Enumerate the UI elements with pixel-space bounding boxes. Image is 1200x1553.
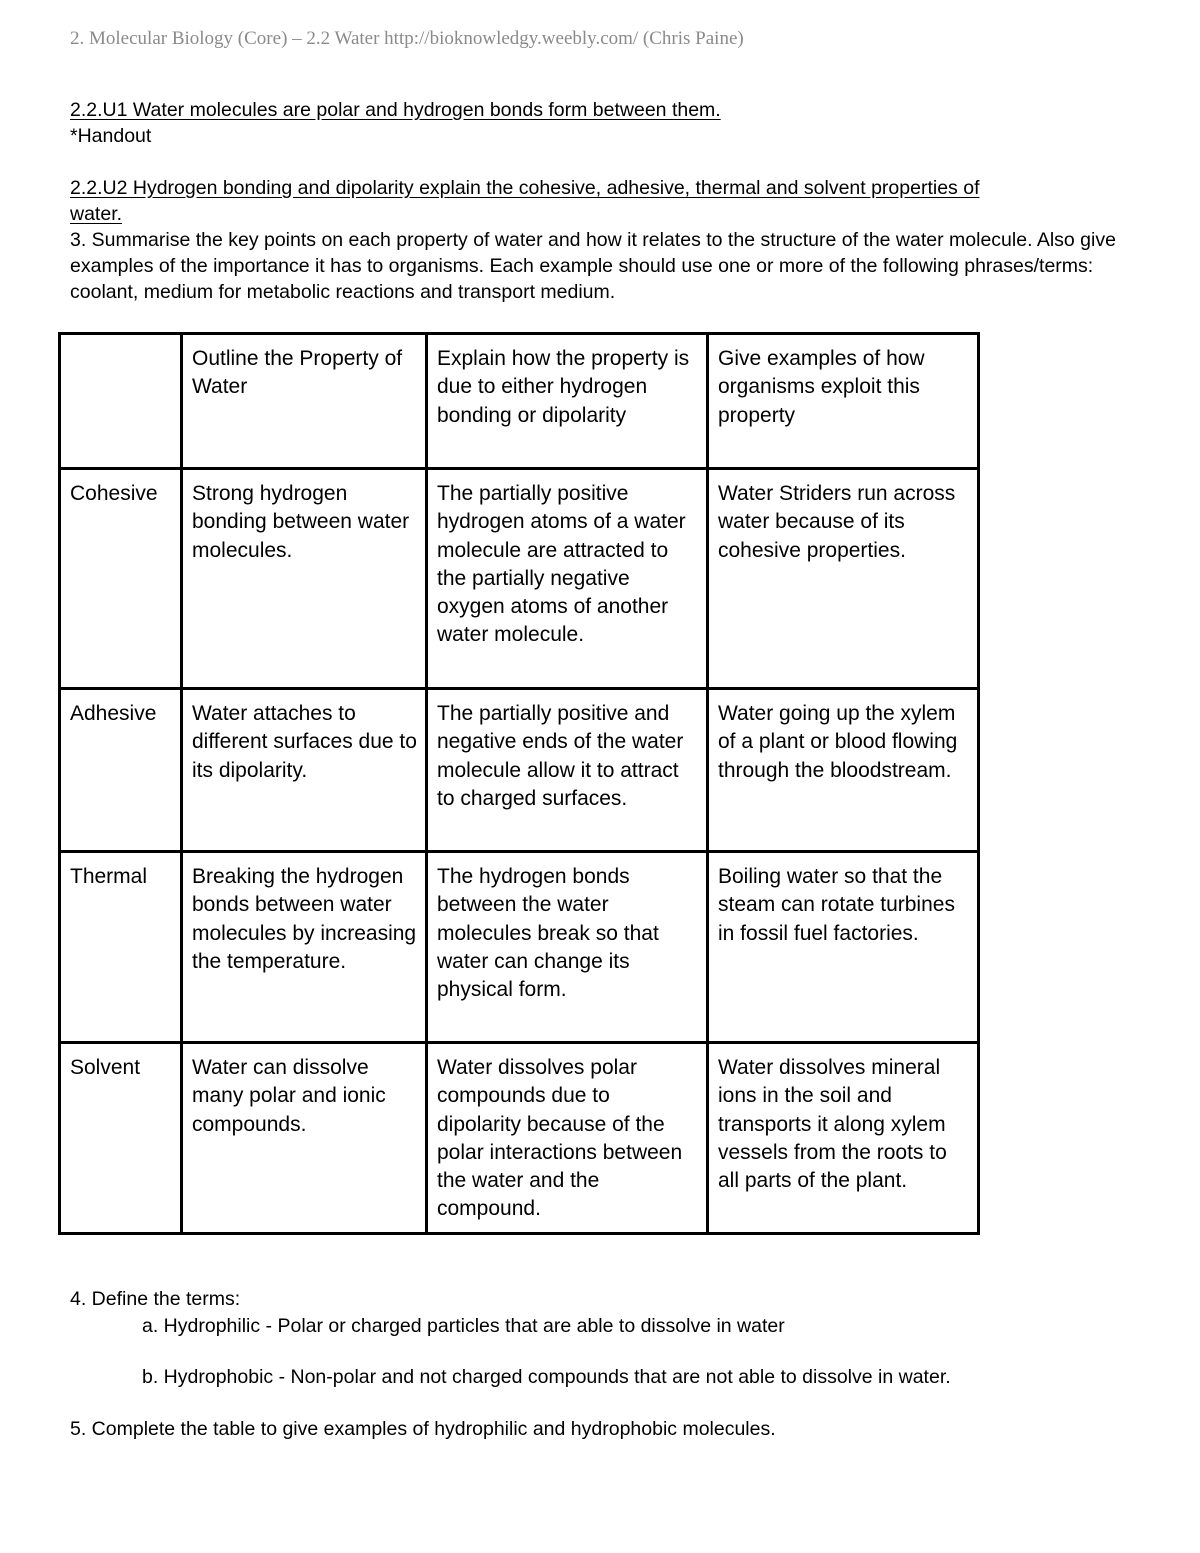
u1-note: *Handout [70,125,152,147]
header-cell-examples: Give examples of how organisms exploit this property [708,334,979,469]
explain-cell: The hydrogen bonds between the water molecules break so that water can change its physical form. [427,852,708,1043]
property-cell: Solvent [60,1043,182,1234]
table-row [60,1043,979,1234]
definition-hydrophobic: b. Hydrophobic - Non-polar and not charged compounds that are not able to dissolve in water. [142,1366,951,1388]
outline-cell: Water attaches to different surfaces due to its dipolarity. [182,689,427,852]
outline-cell: Breaking the hydrogen bonds between water molecules by increasing the temperature. [182,852,427,1043]
examples-cell: Water Striders run across water because of its cohesive properties. [708,469,979,689]
header-cell-empty [60,334,182,469]
explain-cell: Water dissolves polar compounds due to dipolarity because of the polar interactions between the water and the compound. [427,1043,708,1234]
u2-heading-line1: 2.2.U2 Hydrogen bonding and dipolarity explain the cohesive, adhesive, thermal and solvent properties of [70,177,980,199]
water-properties-table [58,332,980,1235]
question-3: 3. Summarise the key points on each property of water and how it relates to the structure of the water molecule. Also give examples of the importance it has to organisms. Each example should use one or more of the following phrases/terms: coolant, medium for metabolic reactions and transport medium. [70,229,1116,303]
outline-cell: Strong hydrogen bonding between water molecules. [182,469,427,689]
table-row [60,852,979,1043]
explain-cell: The partially positive and negative ends of the water molecule allow it to attract to charged surfaces. [427,689,708,852]
table-row [60,689,979,852]
property-cell: Adhesive [60,689,182,852]
question-4-title: 4. Define the terms: [70,1288,241,1310]
header-cell-explain: Explain how the property is due to either hydrogen bonding or dipolarity [427,334,708,469]
section-u1 [70,97,1130,149]
property-cell: Thermal [60,852,182,1043]
examples-cell: Water going up the xylem of a plant or blood flowing through the bloodstream. [708,689,979,852]
u1-heading: 2.2.U1 Water molecules are polar and hydrogen bonds form between them. [70,99,721,121]
table-row [60,469,979,689]
property-cell: Cohesive [60,469,182,689]
page-header: 2. Molecular Biology (Core) – 2.2 Water http://bioknowledgy.weebly.com/ (Chris Paine) [70,28,744,49]
question-5-title: 5. Complete the table to give examples of hydrophilic and hydrophobic molecules. [70,1418,776,1440]
table-header-row [60,334,979,469]
header-cell-outline: Outline the Property of Water [182,334,427,469]
section-u2 [70,175,1130,305]
examples-cell: Water dissolves mineral ions in the soil and transports it along xylem vessels from the roots to all parts of the plant. [708,1043,979,1234]
examples-cell: Boiling water so that the steam can rotate turbines in fossil fuel factories. [708,852,979,1043]
definition-hydrophilic: a. Hydrophilic - Polar or charged particles that are able to dissolve in water [142,1315,785,1337]
explain-cell: The partially positive hydrogen atoms of a water molecule are attracted to the partially negative oxygen atoms of another water molecule. [427,469,708,689]
outline-cell: Water can dissolve many polar and ionic compounds. [182,1043,427,1234]
u2-heading-line2: water. [70,203,123,225]
